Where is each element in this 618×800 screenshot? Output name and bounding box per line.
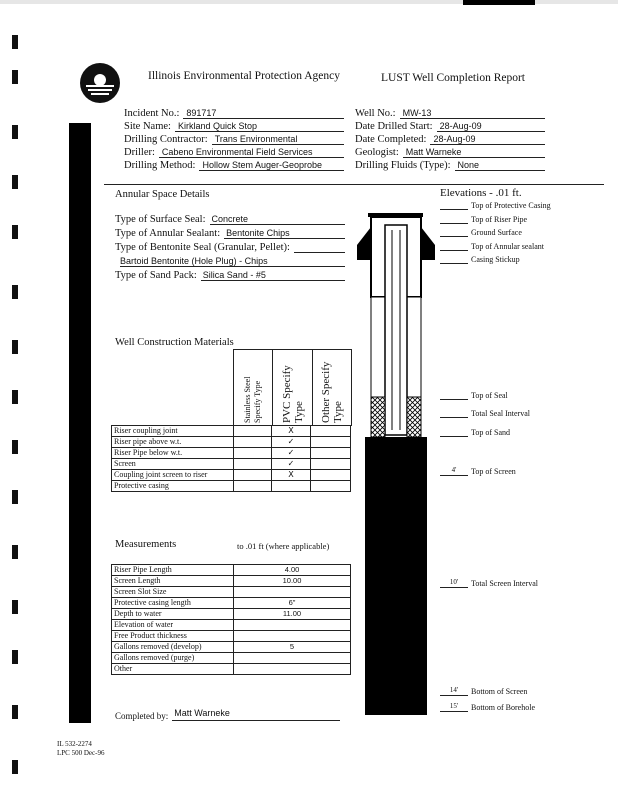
materials-cell-other: [311, 470, 351, 481]
materials-cell-label: Riser Pipe below w.t.: [112, 448, 234, 459]
right_info-row: [355, 132, 545, 145]
punch-hole: [12, 390, 18, 404]
depth-label: Bottom of Screen: [471, 687, 528, 696]
materials-row: [112, 459, 351, 470]
depth-value: 15': [440, 702, 468, 712]
seal-right: [407, 397, 421, 437]
left_info-row: [124, 132, 344, 145]
materials-cell-pvc: [272, 481, 311, 492]
materials-row: [112, 437, 351, 448]
depth-row: [440, 427, 510, 437]
depth-label: Total Screen Interval: [471, 579, 538, 588]
depth-row: [440, 390, 508, 400]
punch-hole: [12, 35, 18, 49]
left_info-label: Site Name:: [124, 121, 171, 132]
report-title: LUST Well Completion Report: [381, 72, 525, 84]
col-stainless-label: Stainless Steel Specify Type: [243, 376, 262, 423]
materials-cell-other: [311, 459, 351, 470]
measurement-row: [112, 609, 351, 620]
right_info-label: Date Completed:: [355, 134, 427, 145]
measurement-value: 6": [234, 598, 351, 609]
col-pvc-label: PVC Specify Type: [280, 365, 305, 423]
punch-hole: [12, 600, 18, 614]
seal-left: [371, 397, 385, 437]
measurement-row: [112, 653, 351, 664]
measurement-value: 4.00: [234, 565, 351, 576]
measurement-row: [112, 598, 351, 609]
depth-label: Top of Screen: [471, 467, 516, 476]
annular-sealant-value: Bentonite Chips: [224, 228, 345, 239]
left_info-value: Kirkland Quick Stop: [175, 121, 344, 132]
annular-left: [371, 297, 385, 397]
elevation-label: Top of Annular sealant: [471, 241, 544, 251]
measurement-row: [112, 587, 351, 598]
measurements-note: to .01 ft (where applicable): [237, 541, 330, 551]
col-other-label: Other Specify Type: [320, 361, 344, 423]
depth-value: [440, 408, 468, 418]
form-revision: LPC 500 Dec-96: [57, 749, 105, 757]
right_info-value: 28-Aug-09: [437, 121, 545, 132]
measurement-value: 5: [234, 642, 351, 653]
left_info-label: Drilling Contractor:: [124, 134, 208, 145]
measurement-value: 11.00: [234, 609, 351, 620]
elevation-row: [440, 200, 551, 210]
measurement-value: [234, 587, 351, 598]
sand-pack-value: Silica Sand - #5: [201, 270, 345, 281]
right_info-label: Geologist:: [355, 147, 399, 158]
measurement-label: Screen Slot Size: [112, 587, 234, 598]
right_info-row: [355, 119, 545, 132]
depth-row: [440, 408, 530, 418]
materials-cell-label: Coupling joint screen to riser: [112, 470, 234, 481]
measurement-label: Gallons removed (purge): [112, 653, 234, 664]
elevation-value: [440, 254, 468, 264]
materials-row: [112, 426, 351, 437]
sand-pack-screen: [365, 437, 427, 715]
right-info-block: [355, 106, 545, 171]
left_info-value: 891717: [183, 108, 344, 119]
depth-label: Top of Sand: [471, 428, 510, 437]
completed-by-row: [115, 708, 340, 721]
materials-cell-pvc: ✓: [272, 459, 311, 470]
materials-cell-ss: [234, 470, 272, 481]
punch-hole: [12, 285, 18, 299]
measurement-label: Protective casing length: [112, 598, 234, 609]
measurements-table: [111, 564, 351, 675]
bentonite-seal-row: [115, 242, 345, 253]
elevation-row: [440, 214, 527, 224]
measurement-row: [112, 620, 351, 631]
elevation-value: [440, 227, 468, 237]
punch-hole: [12, 70, 18, 84]
depth-value: 14': [440, 686, 468, 696]
left_info-row: [124, 106, 344, 119]
casing-flange-left: [357, 227, 371, 260]
measurement-label: Gallons removed (develop): [112, 642, 234, 653]
measurement-row: [112, 631, 351, 642]
completed-by-label: Completed by:: [115, 711, 169, 721]
materials-table: [111, 425, 351, 492]
elevation-value: [440, 214, 468, 224]
materials-cell-label: Riser pipe above w.t.: [112, 437, 234, 448]
punch-hole: [12, 125, 18, 139]
punch-hole: [12, 650, 18, 664]
left_info-value: Trans Environmental: [212, 134, 344, 145]
materials-row: [112, 470, 351, 481]
measurement-row: [112, 576, 351, 587]
scan-shadow-bar: [69, 123, 91, 723]
punch-hole: [12, 545, 18, 559]
bentonite-seal-label: Type of Bentonite Seal (Granular, Pellet):: [115, 242, 290, 253]
materials-cell-other: [311, 481, 351, 492]
annular-sealant-row: [115, 228, 345, 239]
punch-hole: [12, 175, 18, 189]
measurement-value: [234, 653, 351, 664]
right_info-row: [355, 145, 545, 158]
materials-cell-ss: [234, 437, 272, 448]
measurement-row: [112, 642, 351, 653]
right_info-value: None: [455, 160, 545, 171]
materials-cell-other: [311, 437, 351, 448]
elevation-label: Ground Surface: [471, 228, 522, 237]
measurement-value: [234, 664, 351, 675]
measurement-value: [234, 620, 351, 631]
materials-cell-ss: [234, 426, 272, 437]
materials-cell-label: Protective casing: [112, 481, 234, 492]
elevation-row: [440, 227, 522, 237]
sand-pack-row: [115, 270, 345, 281]
measurement-value: [234, 631, 351, 642]
depth-value: [440, 390, 468, 400]
depth-label: Total Seal Interval: [471, 409, 530, 418]
casing-flange-right: [421, 227, 435, 260]
materials-header-box: [233, 349, 352, 426]
depth-row: [440, 686, 527, 696]
right_info-value: MW-13: [400, 108, 545, 119]
punch-hole: [12, 490, 18, 504]
depth-value: [440, 427, 468, 437]
punch-hole: [12, 340, 18, 354]
right_info-label: Well No.:: [355, 108, 396, 119]
depth-row: [440, 466, 516, 476]
measurement-label: Depth to water: [112, 609, 234, 620]
elevation-row: [440, 241, 544, 251]
elevation-value: [440, 200, 468, 210]
elevation-label: Top of Riser Pipe: [471, 214, 528, 224]
right_info-value: 28-Aug-09: [430, 134, 545, 145]
completed-by-value: Matt Warneke: [172, 708, 340, 721]
materials-cell-pvc: ✓: [272, 437, 311, 448]
materials-cell-label: Screen: [112, 459, 234, 470]
materials-cell-other: [311, 448, 351, 459]
left_info-value: Cabeno Environmental Field Services: [159, 147, 344, 158]
punch-hole: [12, 225, 18, 239]
materials-cell-other: [311, 426, 351, 437]
materials-row: [112, 448, 351, 459]
left_info-row: [124, 145, 344, 158]
elevations-title: Elevations - .01 ft.: [440, 187, 522, 199]
col-stainless: [234, 350, 273, 426]
elevation-row: [440, 254, 520, 264]
annular-title: Annular Space Details: [115, 189, 210, 200]
depth-value: 10': [440, 578, 468, 588]
materials-row: [112, 481, 351, 492]
section-divider: [104, 184, 604, 185]
left_info-label: Driller:: [124, 147, 155, 158]
elevation-label: Casing Stickup: [471, 255, 520, 264]
materials-cell-ss: [234, 448, 272, 459]
col-pvc: [273, 350, 313, 426]
riser-pipe: [385, 225, 407, 435]
materials-cell-ss: [234, 459, 272, 470]
measurement-label: Free Product thickness: [112, 631, 234, 642]
measurements-title: Measurements: [115, 539, 177, 550]
left-info-block: [124, 106, 344, 171]
materials-cell-label: Riser coupling joint: [112, 426, 234, 437]
measurement-label: Riser Pipe Length: [112, 565, 234, 576]
punch-hole: [12, 440, 18, 454]
materials-cell-pvc: X: [272, 470, 311, 481]
right_info-label: Drilling Fluids (Type):: [355, 160, 451, 171]
measurement-label: Other: [112, 664, 234, 675]
left_info-label: Incident No.:: [124, 108, 180, 119]
elevation-label: Top of Protective Casing: [471, 201, 551, 210]
left_info-label: Drilling Method:: [124, 160, 196, 171]
elevation-value: [440, 241, 468, 251]
iepa-logo-icon: [80, 63, 120, 103]
depth-value: 4': [440, 466, 468, 476]
measurement-row: [112, 664, 351, 675]
right_info-value: Matt Warneke: [403, 147, 545, 158]
annular-sealant-label: Type of Annular Sealant:: [115, 228, 221, 239]
surface-seal-label: Type of Surface Seal:: [115, 214, 206, 225]
agency-name: Illinois Environmental Protection Agency: [148, 70, 340, 82]
well-diagram: [355, 200, 440, 720]
right_info-label: Date Drilled Start:: [355, 121, 433, 132]
left_info-row: [124, 158, 344, 171]
materials-cell-pvc: ✓: [272, 448, 311, 459]
measurement-row: [112, 565, 351, 576]
depth-row: [440, 702, 535, 712]
left_info-value: Hollow Stem Auger-Geoprobe: [199, 160, 344, 171]
depth-label: Top of Seal: [471, 391, 508, 400]
materials-title: Well Construction Materials: [115, 337, 234, 348]
measurement-label: Elevation of water: [112, 620, 234, 631]
bentonite-seal-value: Bartoid Bentonite (Hole Plug) - Chips: [120, 256, 345, 267]
surface-seal-value: Concrete: [210, 214, 345, 225]
left_info-row: [124, 119, 344, 132]
right_info-row: [355, 158, 545, 171]
annular-right: [407, 297, 421, 397]
punch-hole: [12, 705, 18, 719]
depth-label: Bottom of Borehole: [471, 703, 535, 712]
sand-pack-label: Type of Sand Pack:: [115, 270, 197, 281]
right_info-row: [355, 106, 545, 119]
materials-cell-ss: [234, 481, 272, 492]
surface-seal-row: [115, 214, 345, 225]
form-number: IL 532-2274: [57, 740, 92, 748]
col-other: [313, 350, 351, 426]
materials-cell-pvc: X: [272, 426, 311, 437]
depth-row: [440, 578, 538, 588]
measurement-value: 10.00: [234, 576, 351, 587]
punch-hole: [12, 760, 18, 774]
scan-edge-mark: [463, 0, 535, 5]
measurement-label: Screen Length: [112, 576, 234, 587]
